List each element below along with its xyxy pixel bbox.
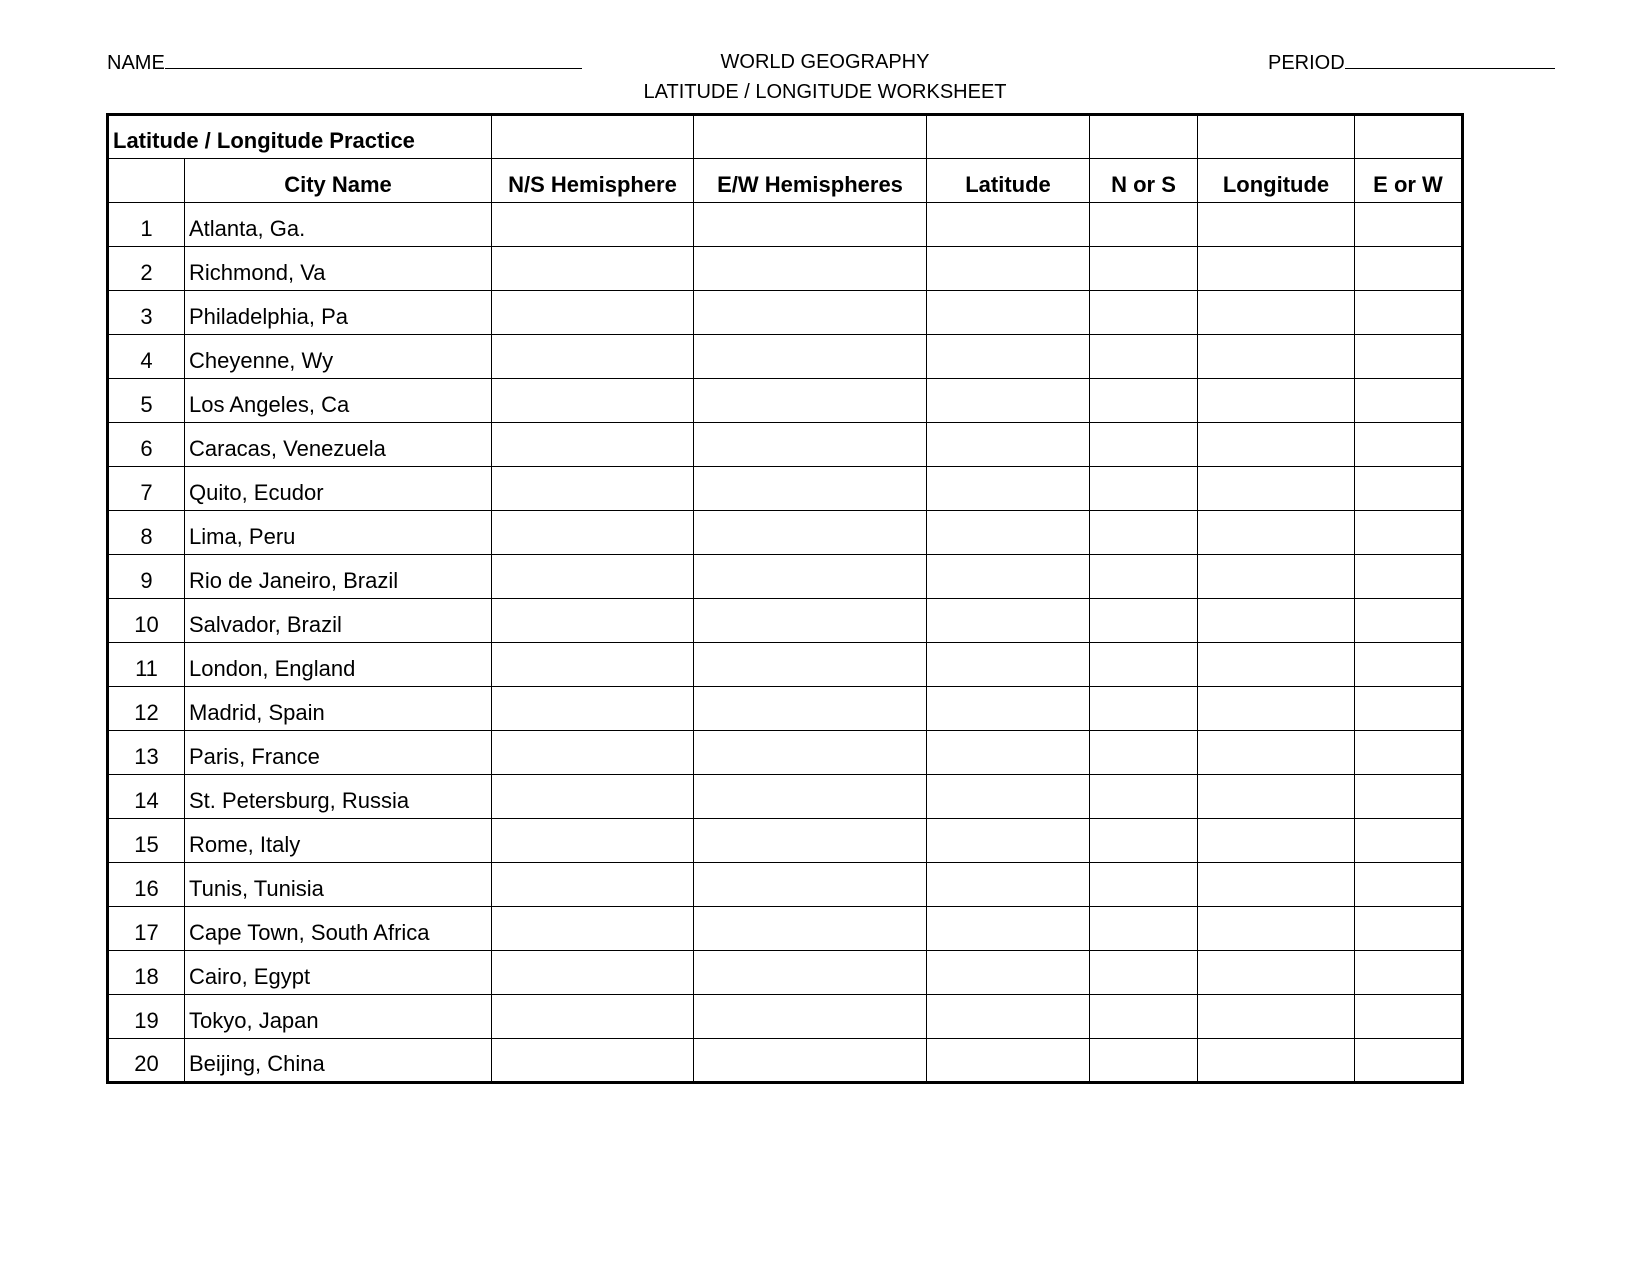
e-or-w-answer-cell[interactable] [1355, 291, 1463, 335]
row-number: 15 [108, 819, 185, 863]
n-or-s-answer-cell[interactable] [1090, 423, 1198, 467]
table-row [108, 775, 1463, 819]
row-number: 4 [108, 335, 185, 379]
table-row [108, 555, 1463, 599]
city-name: Tunis, Tunisia [185, 863, 492, 907]
ew-hemisphere-answer-cell[interactable] [694, 863, 927, 907]
latitude-answer-cell[interactable] [927, 599, 1090, 643]
n-or-s-answer-cell[interactable] [1090, 907, 1198, 951]
table-row [108, 995, 1463, 1039]
city-name: Caracas, Venezuela [185, 423, 492, 467]
n-or-s-answer-cell[interactable] [1090, 1039, 1198, 1083]
ns-hemisphere-answer-cell[interactable] [492, 687, 694, 731]
ew-hemisphere-answer-cell[interactable] [694, 951, 927, 995]
longitude-answer-cell[interactable] [1198, 335, 1355, 379]
header-longitude: Longitude [1198, 159, 1355, 203]
row-number: 13 [108, 731, 185, 775]
ew-hemisphere-answer-cell[interactable] [694, 1039, 927, 1083]
longitude-answer-cell[interactable] [1198, 951, 1355, 995]
latitude-answer-cell[interactable] [927, 643, 1090, 687]
ns-hemisphere-answer-cell[interactable] [492, 467, 694, 511]
row-number: 8 [108, 511, 185, 555]
row-number: 6 [108, 423, 185, 467]
n-or-s-answer-cell[interactable] [1090, 291, 1198, 335]
ew-hemisphere-answer-cell[interactable] [694, 995, 927, 1039]
row-number: 3 [108, 291, 185, 335]
blank-cell [1090, 115, 1198, 159]
table-row [108, 203, 1463, 247]
e-or-w-answer-cell[interactable] [1355, 599, 1463, 643]
city-name: Cairo, Egypt [185, 951, 492, 995]
city-name: Los Angeles, Ca [185, 379, 492, 423]
city-name: Cape Town, South Africa [185, 907, 492, 951]
n-or-s-answer-cell[interactable] [1090, 203, 1198, 247]
row-number: 11 [108, 643, 185, 687]
city-name: Tokyo, Japan [185, 995, 492, 1039]
ns-hemisphere-answer-cell[interactable] [492, 863, 694, 907]
name-field[interactable] [107, 49, 582, 75]
city-name: Quito, Ecudor [185, 467, 492, 511]
header-e-or-w: E or W [1355, 159, 1463, 203]
n-or-s-answer-cell[interactable] [1090, 467, 1198, 511]
period-label: PERIOD [1268, 52, 1345, 74]
e-or-w-answer-cell[interactable] [1355, 467, 1463, 511]
e-or-w-answer-cell[interactable] [1355, 1039, 1463, 1083]
row-number: 14 [108, 775, 185, 819]
ew-hemisphere-answer-cell[interactable] [694, 467, 927, 511]
n-or-s-answer-cell[interactable] [1090, 335, 1198, 379]
ew-hemisphere-answer-cell[interactable] [694, 379, 927, 423]
table-body [108, 115, 1463, 1083]
latitude-answer-cell[interactable] [927, 511, 1090, 555]
column-header-row [108, 159, 1463, 203]
e-or-w-answer-cell[interactable] [1355, 423, 1463, 467]
longitude-answer-cell[interactable] [1198, 555, 1355, 599]
ns-hemisphere-answer-cell[interactable] [492, 555, 694, 599]
e-or-w-answer-cell[interactable] [1355, 951, 1463, 995]
n-or-s-answer-cell[interactable] [1090, 951, 1198, 995]
table-row [108, 863, 1463, 907]
ns-hemisphere-answer-cell[interactable] [492, 247, 694, 291]
longitude-answer-cell[interactable] [1198, 731, 1355, 775]
header-number [108, 159, 185, 203]
e-or-w-answer-cell[interactable] [1355, 247, 1463, 291]
n-or-s-answer-cell[interactable] [1090, 995, 1198, 1039]
table-row [108, 907, 1463, 951]
worksheet-title [530, 47, 1120, 107]
e-or-w-answer-cell[interactable] [1355, 775, 1463, 819]
n-or-s-answer-cell[interactable] [1090, 863, 1198, 907]
e-or-w-answer-cell[interactable] [1355, 819, 1463, 863]
e-or-w-answer-cell[interactable] [1355, 907, 1463, 951]
name-underline[interactable] [165, 49, 582, 69]
longitude-answer-cell[interactable] [1198, 291, 1355, 335]
latitude-answer-cell[interactable] [927, 467, 1090, 511]
ns-hemisphere-answer-cell[interactable] [492, 995, 694, 1039]
city-name: Rio de Janeiro, Brazil [185, 555, 492, 599]
city-name: Madrid, Spain [185, 687, 492, 731]
table-row [108, 247, 1463, 291]
longitude-answer-cell[interactable] [1198, 599, 1355, 643]
header-n-or-s: N or S [1090, 159, 1198, 203]
blank-cell [927, 115, 1090, 159]
blank-cell [1198, 115, 1355, 159]
city-name: London, England [185, 643, 492, 687]
name-label: NAME [107, 52, 165, 74]
longitude-answer-cell[interactable] [1198, 203, 1355, 247]
longitude-answer-cell[interactable] [1198, 247, 1355, 291]
section-title: Latitude / Longitude Practice [108, 115, 492, 159]
table-row [108, 379, 1463, 423]
section-title-row [108, 115, 1463, 159]
city-name: Lima, Peru [185, 511, 492, 555]
longitude-answer-cell[interactable] [1198, 467, 1355, 511]
ns-hemisphere-answer-cell[interactable] [492, 731, 694, 775]
period-field[interactable] [1268, 49, 1555, 75]
n-or-s-answer-cell[interactable] [1090, 247, 1198, 291]
n-or-s-answer-cell[interactable] [1090, 731, 1198, 775]
e-or-w-answer-cell[interactable] [1355, 643, 1463, 687]
ew-hemisphere-answer-cell[interactable] [694, 555, 927, 599]
course-title: WORLD GEOGRAPHY [720, 51, 930, 73]
ew-hemisphere-answer-cell[interactable] [694, 643, 927, 687]
e-or-w-answer-cell[interactable] [1355, 863, 1463, 907]
latitude-answer-cell[interactable] [927, 379, 1090, 423]
worksheet-table [106, 113, 1464, 1084]
latitude-answer-cell[interactable] [927, 423, 1090, 467]
latitude-answer-cell[interactable] [927, 203, 1090, 247]
period-underline[interactable] [1345, 49, 1555, 69]
latitude-answer-cell[interactable] [927, 687, 1090, 731]
ew-hemisphere-answer-cell[interactable] [694, 511, 927, 555]
blank-cell [492, 115, 694, 159]
n-or-s-answer-cell[interactable] [1090, 643, 1198, 687]
n-or-s-answer-cell[interactable] [1090, 379, 1198, 423]
ns-hemisphere-answer-cell[interactable] [492, 819, 694, 863]
ns-hemisphere-answer-cell[interactable] [492, 775, 694, 819]
row-number: 10 [108, 599, 185, 643]
row-number: 2 [108, 247, 185, 291]
longitude-answer-cell[interactable] [1198, 687, 1355, 731]
longitude-answer-cell[interactable] [1198, 379, 1355, 423]
longitude-answer-cell[interactable] [1198, 907, 1355, 951]
e-or-w-answer-cell[interactable] [1355, 687, 1463, 731]
table-row [108, 423, 1463, 467]
e-or-w-answer-cell[interactable] [1355, 555, 1463, 599]
ew-hemisphere-answer-cell[interactable] [694, 599, 927, 643]
ns-hemisphere-answer-cell[interactable] [492, 1039, 694, 1083]
city-name: Salvador, Brazil [185, 599, 492, 643]
e-or-w-answer-cell[interactable] [1355, 203, 1463, 247]
n-or-s-answer-cell[interactable] [1090, 511, 1198, 555]
table-row [108, 687, 1463, 731]
longitude-answer-cell[interactable] [1198, 775, 1355, 819]
n-or-s-answer-cell[interactable] [1090, 555, 1198, 599]
longitude-answer-cell[interactable] [1198, 863, 1355, 907]
ns-hemisphere-answer-cell[interactable] [492, 951, 694, 995]
longitude-answer-cell[interactable] [1198, 995, 1355, 1039]
longitude-answer-cell[interactable] [1198, 423, 1355, 467]
ns-hemisphere-answer-cell[interactable] [492, 203, 694, 247]
ns-hemisphere-answer-cell[interactable] [492, 599, 694, 643]
ns-hemisphere-answer-cell[interactable] [492, 423, 694, 467]
ns-hemisphere-answer-cell[interactable] [492, 643, 694, 687]
ew-hemisphere-answer-cell[interactable] [694, 819, 927, 863]
latitude-answer-cell[interactable] [927, 907, 1090, 951]
ew-hemisphere-answer-cell[interactable] [694, 291, 927, 335]
n-or-s-answer-cell[interactable] [1090, 687, 1198, 731]
e-or-w-answer-cell[interactable] [1355, 335, 1463, 379]
ew-hemisphere-answer-cell[interactable] [694, 203, 927, 247]
n-or-s-answer-cell[interactable] [1090, 775, 1198, 819]
ns-hemisphere-answer-cell[interactable] [492, 511, 694, 555]
latitude-answer-cell[interactable] [927, 995, 1090, 1039]
e-or-w-answer-cell[interactable] [1355, 995, 1463, 1039]
row-number: 7 [108, 467, 185, 511]
city-name: Philadelphia, Pa [185, 291, 492, 335]
ew-hemisphere-answer-cell[interactable] [694, 335, 927, 379]
latitude-answer-cell[interactable] [927, 335, 1090, 379]
table-row [108, 511, 1463, 555]
ew-hemisphere-answer-cell[interactable] [694, 731, 927, 775]
row-number: 12 [108, 687, 185, 731]
header-latitude: Latitude [927, 159, 1090, 203]
city-name: Atlanta, Ga. [185, 203, 492, 247]
latitude-answer-cell[interactable] [927, 555, 1090, 599]
city-name: Rome, Italy [185, 819, 492, 863]
ns-hemisphere-answer-cell[interactable] [492, 291, 694, 335]
table-row [108, 951, 1463, 995]
row-number: 17 [108, 907, 185, 951]
latitude-answer-cell[interactable] [927, 819, 1090, 863]
row-number: 5 [108, 379, 185, 423]
row-number: 1 [108, 203, 185, 247]
ew-hemisphere-answer-cell[interactable] [694, 775, 927, 819]
ns-hemisphere-answer-cell[interactable] [492, 335, 694, 379]
blank-cell [694, 115, 927, 159]
ew-hemisphere-answer-cell[interactable] [694, 423, 927, 467]
row-number: 18 [108, 951, 185, 995]
row-number: 20 [108, 1039, 185, 1083]
table-row [108, 819, 1463, 863]
ew-hemisphere-answer-cell[interactable] [694, 687, 927, 731]
n-or-s-answer-cell[interactable] [1090, 599, 1198, 643]
longitude-answer-cell[interactable] [1198, 819, 1355, 863]
latitude-answer-cell[interactable] [927, 247, 1090, 291]
e-or-w-answer-cell[interactable] [1355, 379, 1463, 423]
ns-hemisphere-answer-cell[interactable] [492, 907, 694, 951]
ns-hemisphere-answer-cell[interactable] [492, 379, 694, 423]
table-row [108, 291, 1463, 335]
table-row [108, 467, 1463, 511]
longitude-answer-cell[interactable] [1198, 643, 1355, 687]
e-or-w-answer-cell[interactable] [1355, 731, 1463, 775]
latitude-answer-cell[interactable] [927, 863, 1090, 907]
city-name: Cheyenne, Wy [185, 335, 492, 379]
table-row [108, 643, 1463, 687]
city-name: St. Petersburg, Russia [185, 775, 492, 819]
longitude-answer-cell[interactable] [1198, 511, 1355, 555]
header-ew-hemispheres: E/W Hemispheres [694, 159, 927, 203]
latitude-answer-cell[interactable] [927, 731, 1090, 775]
row-number: 16 [108, 863, 185, 907]
e-or-w-answer-cell[interactable] [1355, 511, 1463, 555]
table-row [108, 731, 1463, 775]
worksheet-subtitle: LATITUDE / LONGITUDE WORKSHEET [643, 81, 1007, 103]
blank-cell [1355, 115, 1463, 159]
latitude-answer-cell[interactable] [927, 951, 1090, 995]
longitude-answer-cell[interactable] [1198, 1039, 1355, 1083]
header-city-name: City Name [185, 159, 492, 203]
row-number: 9 [108, 555, 185, 599]
table-row [108, 1039, 1463, 1083]
city-name: Beijing, China [185, 1039, 492, 1083]
city-name: Richmond, Va [185, 247, 492, 291]
latitude-answer-cell[interactable] [927, 1039, 1090, 1083]
header-ns-hemisphere: N/S Hemisphere [492, 159, 694, 203]
latitude-answer-cell[interactable] [927, 775, 1090, 819]
row-number: 19 [108, 995, 185, 1039]
latitude-answer-cell[interactable] [927, 291, 1090, 335]
table-row [108, 335, 1463, 379]
city-name: Paris, France [185, 731, 492, 775]
n-or-s-answer-cell[interactable] [1090, 819, 1198, 863]
ew-hemisphere-answer-cell[interactable] [694, 247, 927, 291]
ew-hemisphere-answer-cell[interactable] [694, 907, 927, 951]
table-row [108, 599, 1463, 643]
